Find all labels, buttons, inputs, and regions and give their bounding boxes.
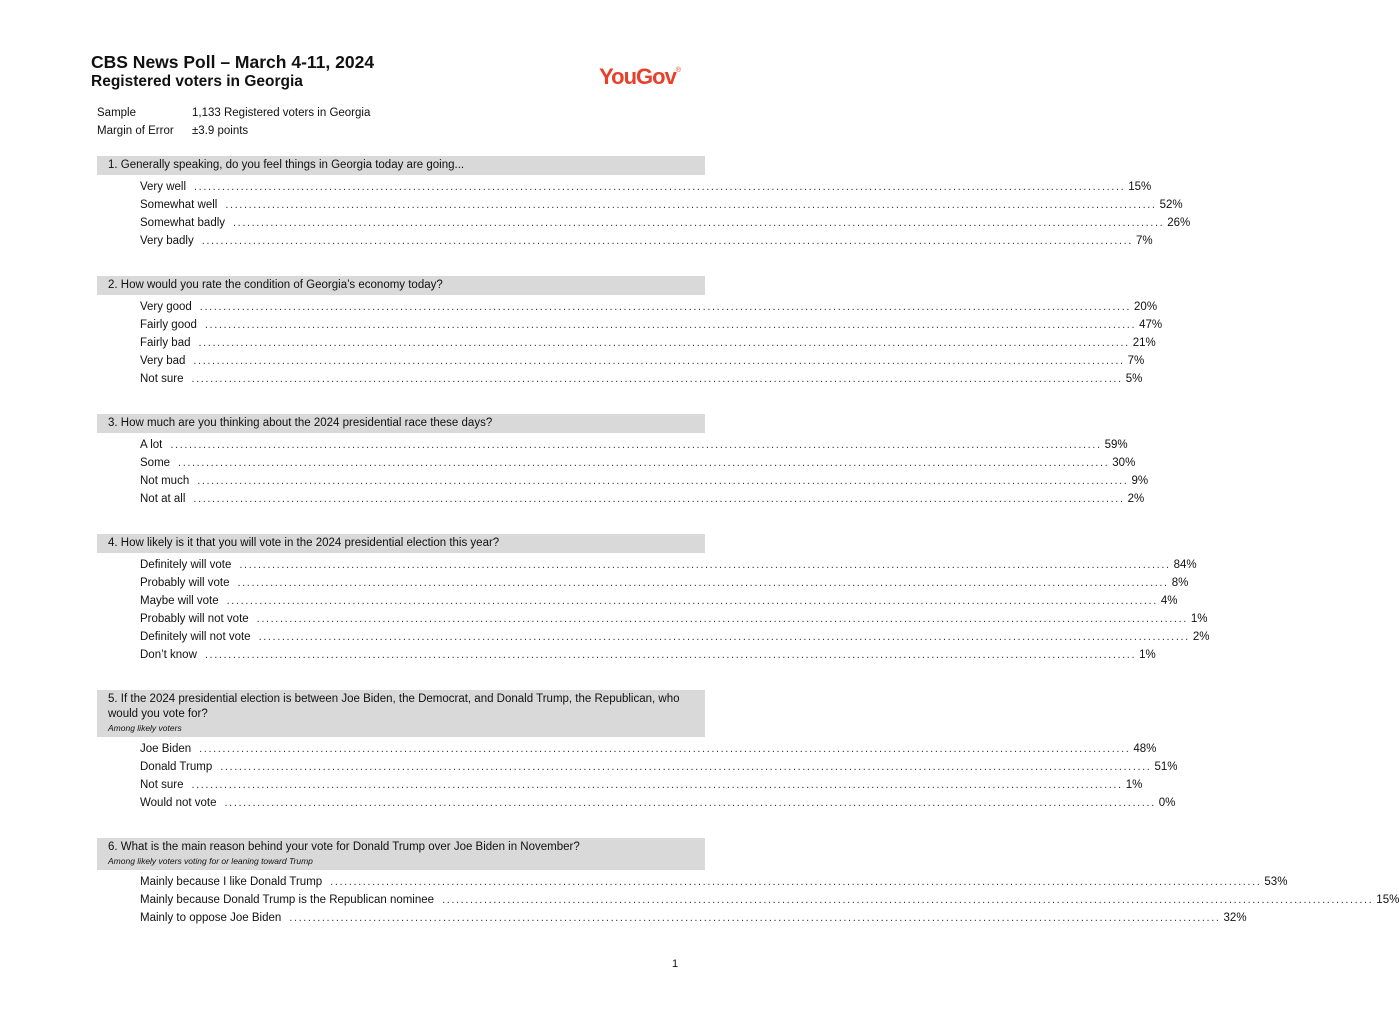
question-block (97, 838, 1399, 927)
answer-row (140, 891, 1399, 909)
registered-mark: ® (675, 67, 681, 74)
answer-value: 51% (1154, 761, 1178, 773)
answer-label: Fairly good (140, 319, 197, 331)
dot-leader: ........................................................................................................................................................................................................ (226, 595, 1158, 607)
answer-row (140, 352, 1145, 370)
answer-label: Very badly (140, 235, 194, 247)
answer-value: 20% (1134, 301, 1158, 313)
answer-row (140, 794, 1176, 812)
dot-leader: ........................................................................................................................................................................................................ (204, 319, 1137, 331)
answer-label: Mainly to oppose Joe Biden (140, 912, 282, 924)
answer-value: 15% (1376, 894, 1399, 906)
dot-leader: ........................................................................................................................................................................................................ (193, 355, 1125, 367)
answer-label: A lot (140, 439, 163, 451)
question-header (97, 534, 705, 553)
dot-leader: ........................................................................................................................................................................................................ (330, 876, 1262, 888)
answer-label: Not sure (140, 373, 184, 385)
question-block (97, 690, 1178, 812)
answer-label: Maybe will vote (140, 595, 219, 607)
dot-leader: ........................................................................................................................................................................................................ (204, 649, 1137, 661)
answer-value: 5% (1125, 373, 1143, 385)
answer-value: 53% (1264, 876, 1288, 888)
answer-value: 0% (1158, 797, 1176, 809)
answer-row (140, 436, 1128, 454)
answer-label: Very well (140, 181, 187, 193)
answer-label: Would not vote (140, 797, 217, 809)
answer-label: Not sure (140, 779, 184, 791)
page-header (91, 52, 681, 91)
dot-leader: ........................................................................................................................................................................................................ (170, 439, 1102, 451)
answer-row (140, 214, 1191, 232)
answer-row (140, 909, 1247, 927)
answer-row (140, 472, 1149, 490)
answer-value: 32% (1223, 912, 1247, 924)
page-number: 1 (672, 958, 679, 970)
question-text: 6. What is the main reason behind your vote for Donald Trump over Joe Biden in November? (108, 841, 580, 853)
answer-label: Don’t know (140, 649, 197, 661)
question-header (97, 156, 705, 175)
dot-leader: ........................................................................................................................................................................................................ (193, 493, 1125, 505)
answer-label: Somewhat well (140, 199, 218, 211)
meta-label: Margin of Error (97, 125, 174, 137)
answer-row (140, 490, 1145, 508)
answer-value: 47% (1139, 319, 1163, 331)
answers-list (97, 737, 1178, 812)
answer-label: Probably will vote (140, 577, 230, 589)
answer-row (140, 758, 1178, 776)
page-title: CBS News Poll – March 4-11, 2024 (91, 52, 375, 72)
question-block (97, 534, 1210, 664)
answer-row (140, 178, 1152, 196)
dot-leader: ........................................................................................................................................................................................................ (239, 559, 1171, 571)
question-note: Among likely voters (108, 723, 182, 733)
answer-row (140, 298, 1158, 316)
dot-leader: ........................................................................................................................................................................................................ (225, 199, 1157, 211)
answer-value: 9% (1131, 475, 1149, 487)
answer-value: 30% (1112, 457, 1136, 469)
question-text: 4. How likely is it that you will vote in the 2024 presidential election this year? (108, 537, 500, 549)
answer-value: 1% (1125, 779, 1143, 791)
answer-label: Joe Biden (140, 743, 192, 755)
answer-row (140, 232, 1153, 250)
answer-value: 4% (1160, 595, 1178, 607)
answer-label: Not at all (140, 493, 186, 505)
dot-leader: ........................................................................................................................................................................................................ (191, 779, 1123, 791)
answer-value: 48% (1133, 743, 1157, 755)
question-text: 1. Generally speaking, do you feel things in Georgia today are going... (108, 159, 465, 171)
answer-value: 7% (1127, 355, 1145, 367)
answer-label: Some (140, 457, 171, 469)
question-header (97, 276, 705, 295)
answer-row (140, 646, 1156, 664)
answer-label: Mainly because I like Donald Trump (140, 876, 323, 888)
answers-list (97, 553, 1210, 664)
answer-row (140, 610, 1208, 628)
answer-row (140, 628, 1210, 646)
answer-value: 59% (1104, 439, 1128, 451)
answer-label: Definitely will not vote (140, 631, 251, 643)
dot-leader: ........................................................................................................................................................................................................ (224, 797, 1156, 809)
question-text: 3. How much are you thinking about the 2024 presidential race these days? (108, 417, 493, 429)
dot-leader: ........................................................................................................................................................................................................ (442, 894, 1374, 906)
answer-row (140, 873, 1288, 891)
question-header (97, 414, 705, 433)
questions-list (97, 156, 1399, 953)
meta-row (97, 104, 370, 122)
answer-row (140, 740, 1157, 758)
question-note: Among likely voters voting for or leaning toward Trump (108, 856, 313, 866)
answer-label: Very bad (140, 355, 186, 367)
answer-value: 52% (1159, 199, 1183, 211)
answer-row (140, 196, 1183, 214)
answers-list (97, 870, 1399, 927)
answer-row (140, 556, 1197, 574)
answer-value: 15% (1128, 181, 1152, 193)
yougov-logo (599, 64, 681, 90)
dot-leader: ........................................................................................................................................................................................................ (201, 235, 1133, 247)
answer-value: 2% (1127, 493, 1145, 505)
answer-label: Not much (140, 475, 190, 487)
dot-leader: ........................................................................................................................................................................................................ (256, 613, 1188, 625)
question-header (97, 690, 705, 737)
answer-label: Mainly because Donald Trump is the Republican nominee (140, 894, 435, 906)
dot-leader: ........................................................................................................................................................................................................ (258, 631, 1190, 643)
answer-row (140, 334, 1156, 352)
question-text: 2. How would you rate the condition of Georgia’s economy today? (108, 279, 443, 291)
answer-value: 84% (1173, 559, 1197, 571)
answer-row (140, 454, 1136, 472)
answer-row (140, 776, 1143, 794)
answer-value: 2% (1192, 631, 1210, 643)
meta-row (97, 122, 370, 140)
answer-row (140, 316, 1163, 334)
dot-leader: ........................................................................................................................................................................................................ (233, 217, 1165, 229)
dot-leader: ........................................................................................................................................................................................................ (191, 373, 1123, 385)
answer-value: 21% (1132, 337, 1156, 349)
dot-leader: ........................................................................................................................................................................................................ (194, 181, 1126, 193)
question-block (97, 276, 1163, 388)
logo-text: YouGov (599, 64, 676, 89)
answers-list (97, 175, 1191, 250)
answer-value: 8% (1171, 577, 1189, 589)
answer-row (140, 574, 1189, 592)
meta-value: 1,133 Registered voters in Georgia (192, 107, 371, 119)
question-block (97, 414, 1149, 508)
answer-value: 7% (1135, 235, 1153, 247)
answer-label: Fairly bad (140, 337, 191, 349)
answer-value: 1% (1190, 613, 1208, 625)
meta-value: ±3.9 points (192, 125, 249, 137)
dot-leader: ........................................................................................................................................................................................................ (198, 337, 1130, 349)
answer-label: Definitely will vote (140, 559, 232, 571)
answer-row (140, 592, 1178, 610)
question-text: 5. If the 2024 presidential election is between Joe Biden, the Democrat, and Donald Trump, the Republican, who would you vote for? (108, 693, 680, 720)
dot-leader: ........................................................................................................................................................................................................ (199, 743, 1131, 755)
answer-label: Somewhat badly (140, 217, 226, 229)
answer-label: Very good (140, 301, 192, 313)
dot-leader: ........................................................................................................................................................................................................ (289, 912, 1221, 924)
answers-list (97, 433, 1149, 508)
answer-row (140, 370, 1143, 388)
dot-leader: ........................................................................................................................................................................................................ (197, 475, 1129, 487)
dot-leader: ........................................................................................................................................................................................................ (178, 457, 1110, 469)
sample-info (97, 104, 370, 140)
answer-label: Donald Trump (140, 761, 213, 773)
answers-list (97, 295, 1163, 388)
dot-leader: ........................................................................................................................................................................................................ (220, 761, 1152, 773)
dot-leader: ........................................................................................................................................................................................................ (237, 577, 1169, 589)
page-subtitle: Registered voters in Georgia (91, 73, 303, 90)
meta-label: Sample (97, 107, 136, 119)
answer-value: 26% (1167, 217, 1191, 229)
question-header (97, 838, 705, 870)
question-block (97, 156, 1191, 250)
answer-label: Probably will not vote (140, 613, 249, 625)
answer-value: 1% (1139, 649, 1156, 661)
dot-leader: ........................................................................................................................................................................................................ (199, 301, 1132, 313)
